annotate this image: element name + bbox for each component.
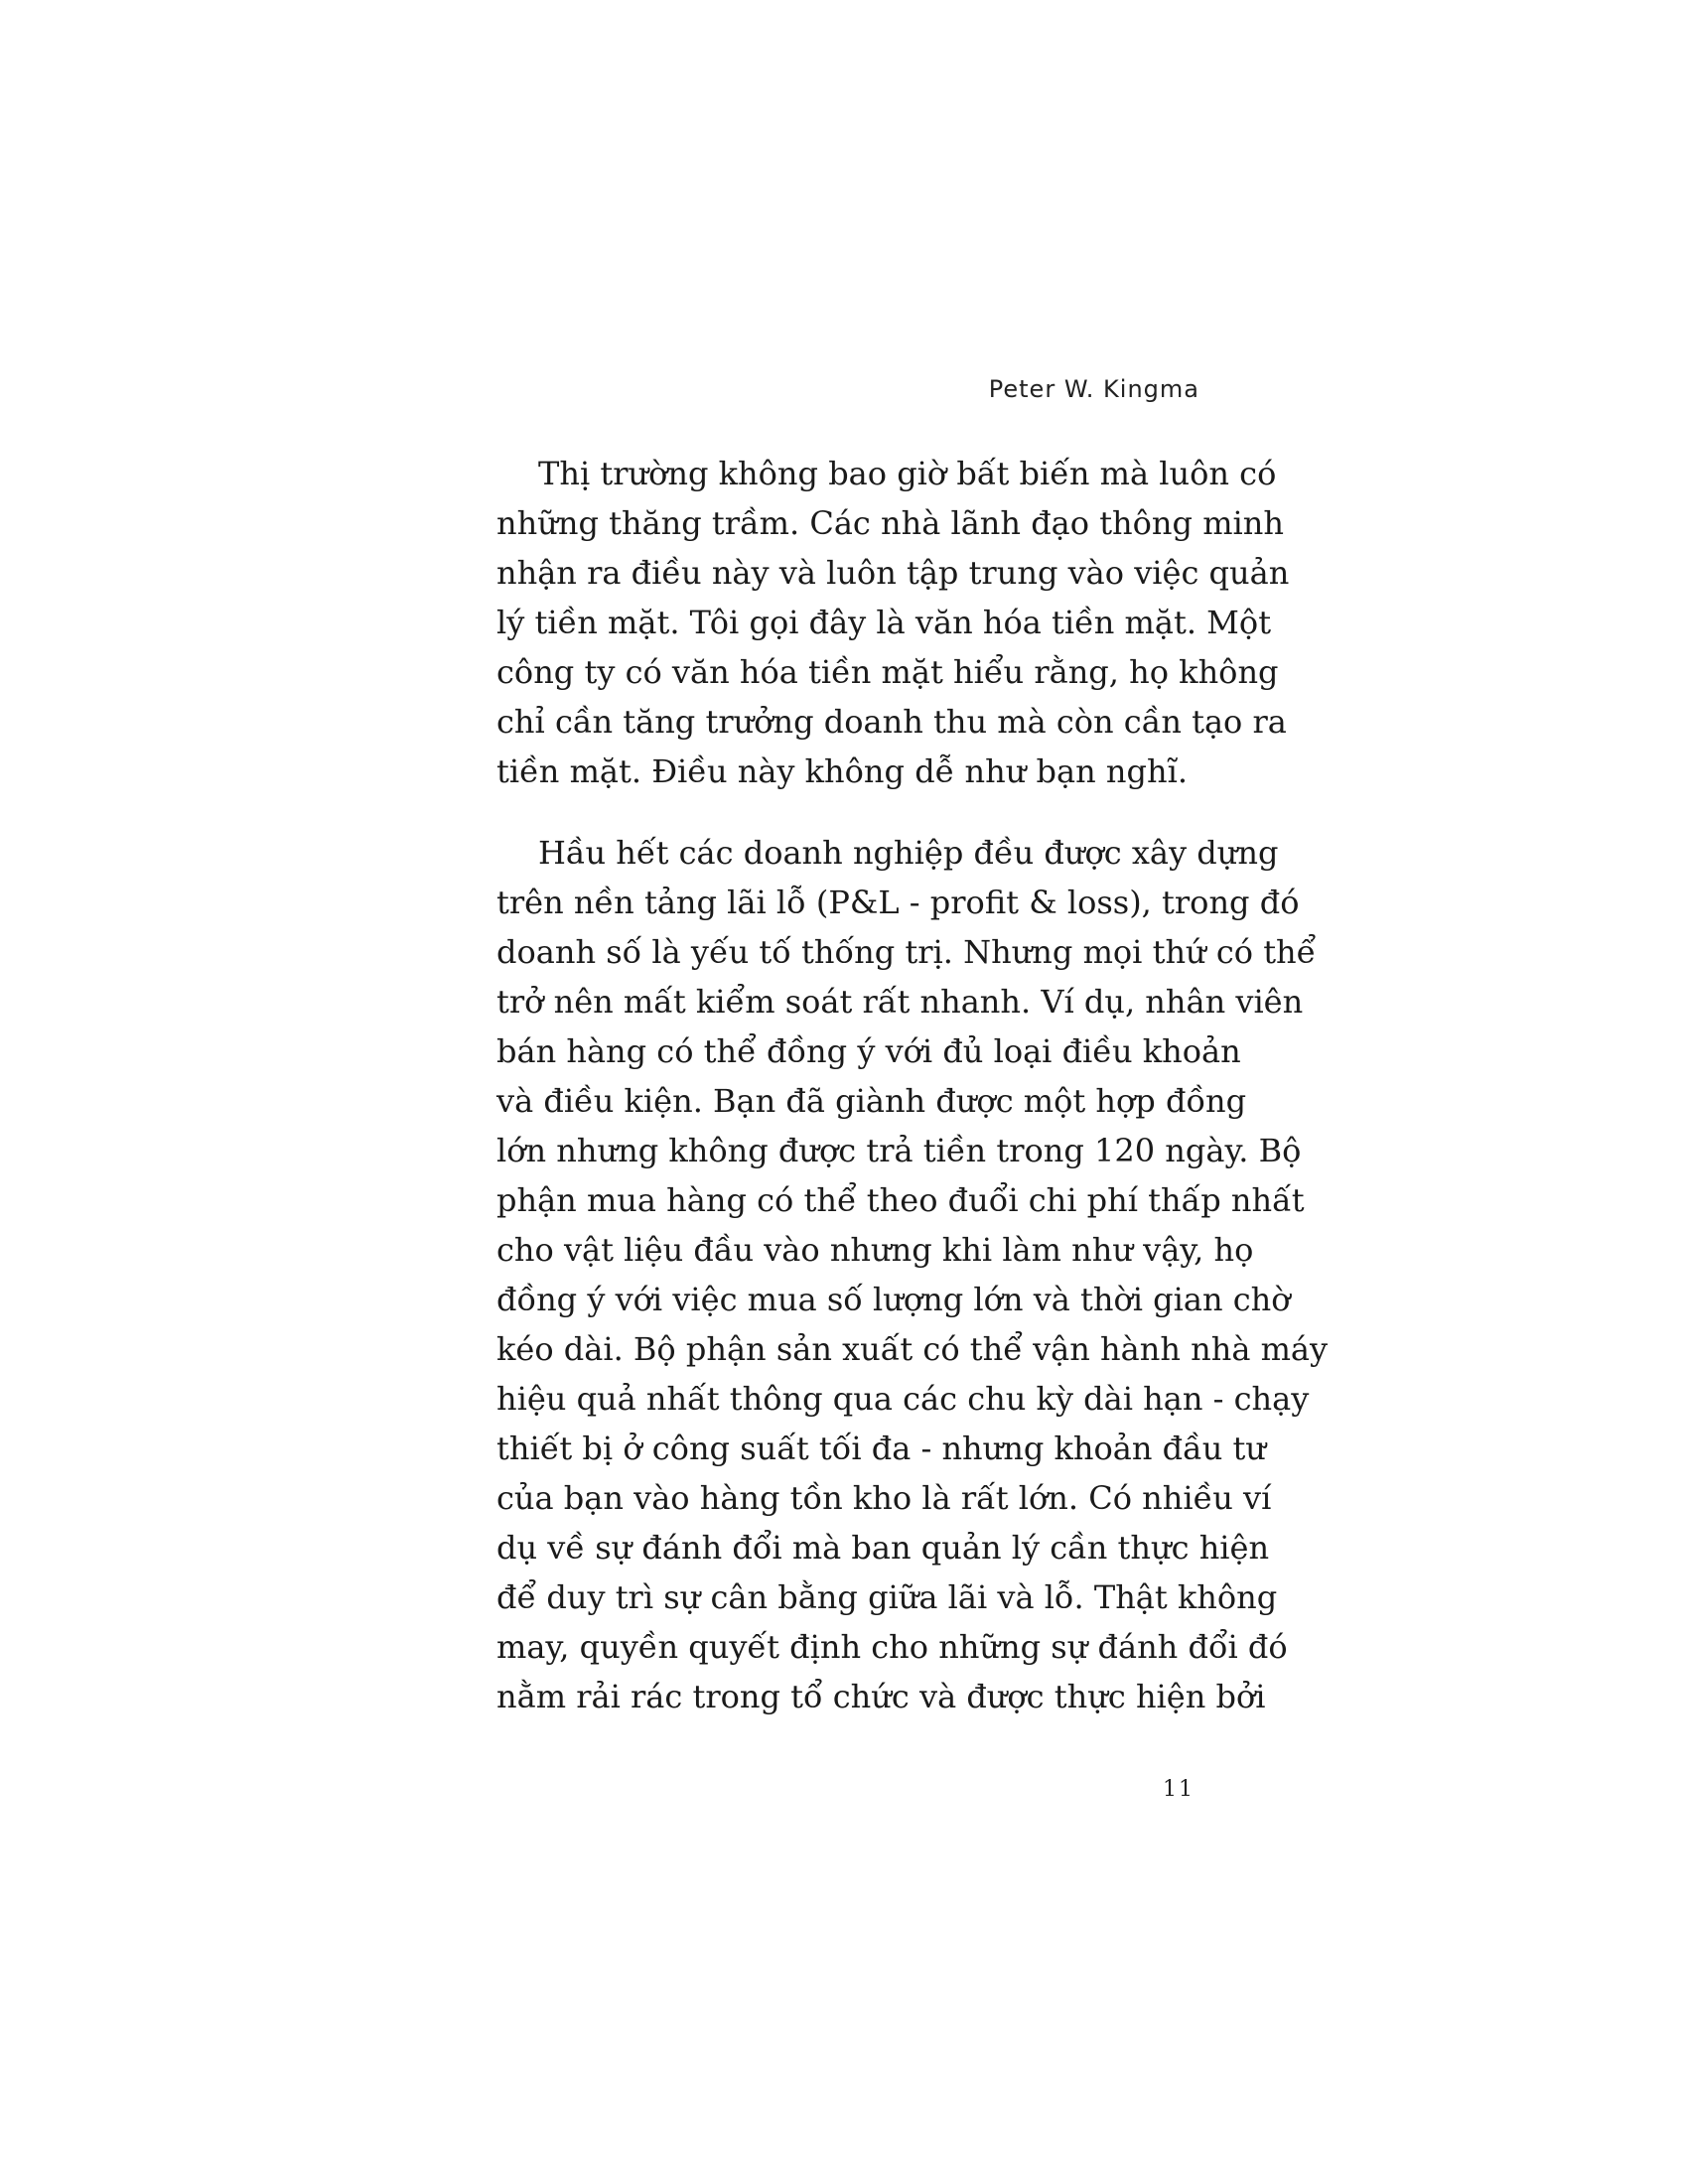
text-line bbox=[496, 1721, 1199, 1771]
text-line: lớn nhưng không được trả tiền trong 120 ngày. Bộ bbox=[496, 1132, 1302, 1169]
text-line: kéo dài. Bộ phận sản xuất có thể vận hành nhà máy bbox=[496, 1330, 1329, 1368]
text-line: những thăng trầm. Các nhà lãnh đạo thông minh bbox=[496, 504, 1284, 542]
running-header-author: Peter W. Kingma bbox=[988, 375, 1199, 403]
text-line: nằm rải rác trong tổ chức và được thực hiện bởi bbox=[496, 1678, 1266, 1715]
text-line: của bạn vào hàng tồn kho là rất lớn. Có nhiều ví bbox=[496, 1479, 1272, 1517]
text-line: phận mua hàng có thể theo đuổi chi phí thấp nhất bbox=[496, 1181, 1305, 1219]
text-line: Hầu hết các doanh nghiệp đều được xây dựng bbox=[538, 834, 1279, 872]
text-line: cho vật liệu đầu vào nhưng khi làm như vậy, họ bbox=[496, 1231, 1254, 1269]
text-line: nhận ra điều này và luôn tập trung vào việc quản bbox=[496, 554, 1290, 592]
text-line: công ty có văn hóa tiền mặt hiểu rằng, họ không bbox=[496, 653, 1279, 691]
text-line: tiền mặt. Điều này không dễ như bạn nghĩ. bbox=[496, 752, 1188, 790]
page-number: 11 bbox=[1163, 1777, 1195, 1802]
text-line: thiết bị ở công suất tối đa - nhưng khoản đầu tư bbox=[496, 1430, 1266, 1467]
text-line: để duy trì sự cân bằng giữa lãi và lỗ. Thật không bbox=[496, 1578, 1278, 1616]
text-line: dụ về sự đánh đổi mà ban quản lý cần thực hiện bbox=[496, 1529, 1270, 1567]
body-text bbox=[496, 449, 1329, 1771]
text-line: Thị trường không bao giờ bất biến mà luôn có bbox=[538, 455, 1277, 492]
text-line: doanh số là yếu tố thống trị. Nhưng mọi thứ có thể bbox=[496, 933, 1317, 971]
text-line: trên nền tảng lãi lỗ (P&L - profit & loss), trong đó bbox=[496, 884, 1300, 921]
text-line: lý tiền mặt. Tôi gọi đây là văn hóa tiền mặt. Một bbox=[496, 604, 1272, 641]
text-line: đồng ý với việc mua số lượng lớn và thời gian chờ bbox=[496, 1281, 1291, 1318]
text-line: hiệu quả nhất thông qua các chu kỳ dài hạn - chạy bbox=[496, 1380, 1310, 1418]
text-line: may, quyền quyết định cho những sự đánh đổi đó bbox=[496, 1628, 1288, 1666]
text-line: trở nên mất kiểm soát rất nhanh. Ví dụ, nhân viên bbox=[496, 983, 1304, 1021]
text-line: bán hàng có thể đồng ý với đủ loại điều khoản bbox=[496, 1032, 1241, 1070]
text-line: chỉ cần tăng trưởng doanh thu mà còn cần tạo ra bbox=[496, 703, 1287, 741]
paragraph-2 bbox=[496, 828, 1329, 1771]
paragraph-1 bbox=[496, 449, 1290, 796]
text-line: và điều kiện. Bạn đã giành được một hợp đồng bbox=[496, 1082, 1247, 1120]
